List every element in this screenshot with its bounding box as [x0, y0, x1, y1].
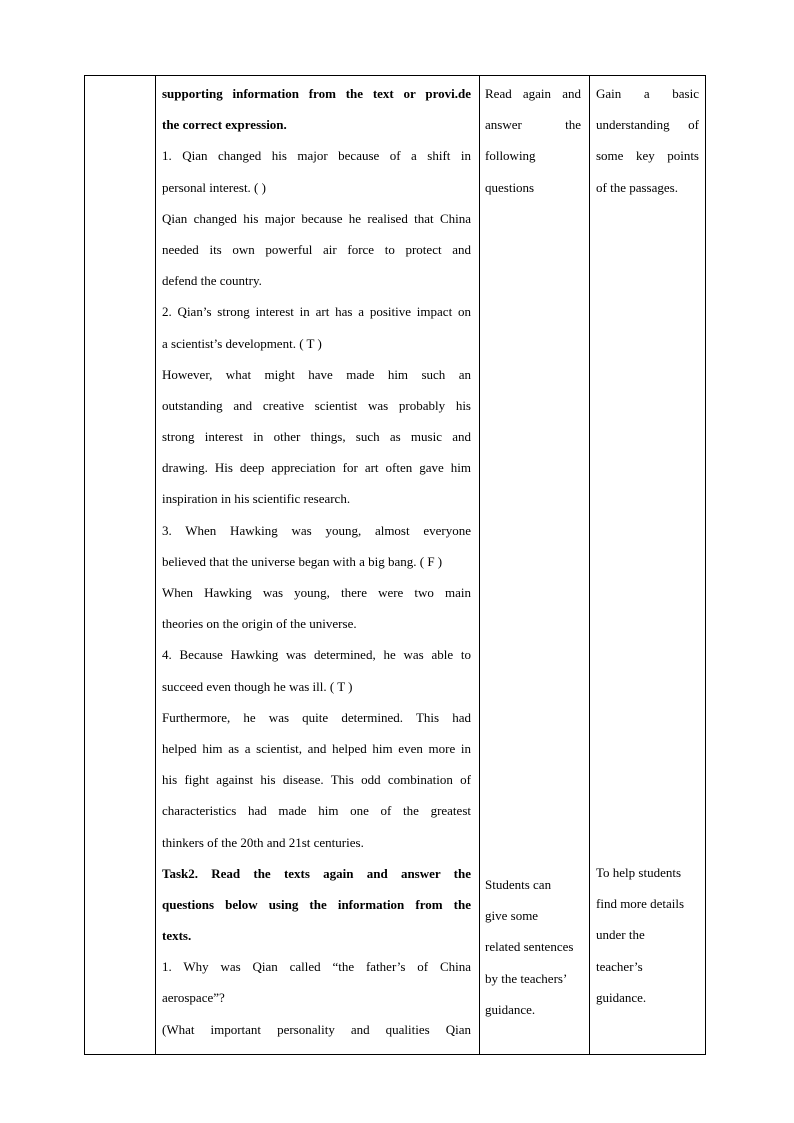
teaching-purpose-task2-cell — [596, 857, 701, 1013]
activity-line: questions — [485, 179, 535, 195]
content-line: the correct expression. — [162, 117, 287, 133]
content-line: When Hawking was young, there were two main — [162, 585, 471, 600]
content-line: 4. Because Hawking was determined, he was able to — [162, 647, 471, 663]
activity-line: give some — [485, 908, 539, 924]
activity-line: following — [485, 148, 536, 164]
purpose-line: To help students — [596, 865, 682, 880]
purpose-line: teacher’s — [596, 958, 643, 974]
content-line: 3. When Hawking was young, almost everyone — [162, 522, 471, 538]
content-line: thinkers of the 20th and 21st centuries. — [162, 834, 364, 850]
content-line: his fight against his disease. This odd combination of — [162, 772, 471, 788]
content-line: (What important personality and qualities Qian — [162, 1021, 471, 1037]
content-line: theories on the origin of the universe. — [162, 616, 357, 632]
content-line: characteristics had made him one of the greatest — [162, 803, 471, 819]
content-line: personal interest. ( ) — [162, 179, 266, 195]
purpose-line: under the — [596, 927, 645, 943]
content-line: Furthermore, he was quite determined. This had — [162, 709, 471, 725]
content-line: inspiration in his scientific research. — [162, 491, 351, 507]
content-line: Task2. Read the texts again and answer the — [162, 865, 471, 881]
activity-line: related sentences — [485, 939, 574, 955]
content-line: needed its own powerful air force to protect and — [162, 241, 471, 257]
content-line: 2. Qian’s strong interest in art has a positive impact on — [162, 304, 471, 320]
teaching-content-cell — [162, 78, 471, 1045]
purpose-line: find more details — [596, 896, 685, 912]
content-line: outstanding and creative scientist was probably his — [162, 397, 471, 413]
column-divider — [479, 76, 480, 1054]
content-line: 1. Why was Qian called “the father’s of China — [162, 959, 471, 975]
content-line: 1. Qian changed his major because of a shift in — [162, 148, 471, 164]
content-line: aerospace”? — [162, 990, 225, 1006]
purpose-line: Gain a basic — [596, 86, 699, 101]
purpose-line: some key points — [596, 148, 699, 164]
activity-line: answer the — [485, 117, 581, 133]
content-line: drawing. His deep appreciation for art often gave him — [162, 460, 471, 476]
activity-line: guidance. — [485, 1001, 536, 1017]
content-line: supporting information from the text or provi.de — [162, 86, 471, 101]
activity-line: Students can — [485, 877, 552, 892]
content-line: a scientist’s development. ( T ) — [162, 335, 322, 351]
content-line: However, what might have made him such an — [162, 366, 471, 382]
lesson-plan-table — [84, 75, 706, 1055]
purpose-line: guidance. — [596, 989, 647, 1005]
content-line: strong interest in other things, such as music and — [162, 429, 471, 445]
column-divider — [589, 76, 590, 1054]
content-line: Qian changed his major because he realised that China — [162, 210, 471, 226]
teaching-purpose-cell — [596, 78, 699, 203]
column-divider — [155, 76, 156, 1054]
activity-line: Read again and — [485, 86, 581, 101]
purpose-line: understanding of — [596, 117, 699, 133]
content-line: believed that the universe began with a big bang. ( F ) — [162, 553, 443, 569]
activity-line: by the teachers’ — [485, 970, 568, 986]
content-line: defend the country. — [162, 273, 262, 289]
content-line: helped him as a scientist, and helped him even more in — [162, 740, 471, 756]
content-line: texts. — [162, 928, 192, 944]
student-activity-cell — [485, 78, 581, 203]
content-line: succeed even though he was ill. ( T ) — [162, 678, 353, 694]
student-activity-task2-cell — [485, 869, 585, 1025]
content-line: questions below using the information from the — [162, 896, 471, 912]
purpose-line: of the passages. — [596, 179, 678, 195]
